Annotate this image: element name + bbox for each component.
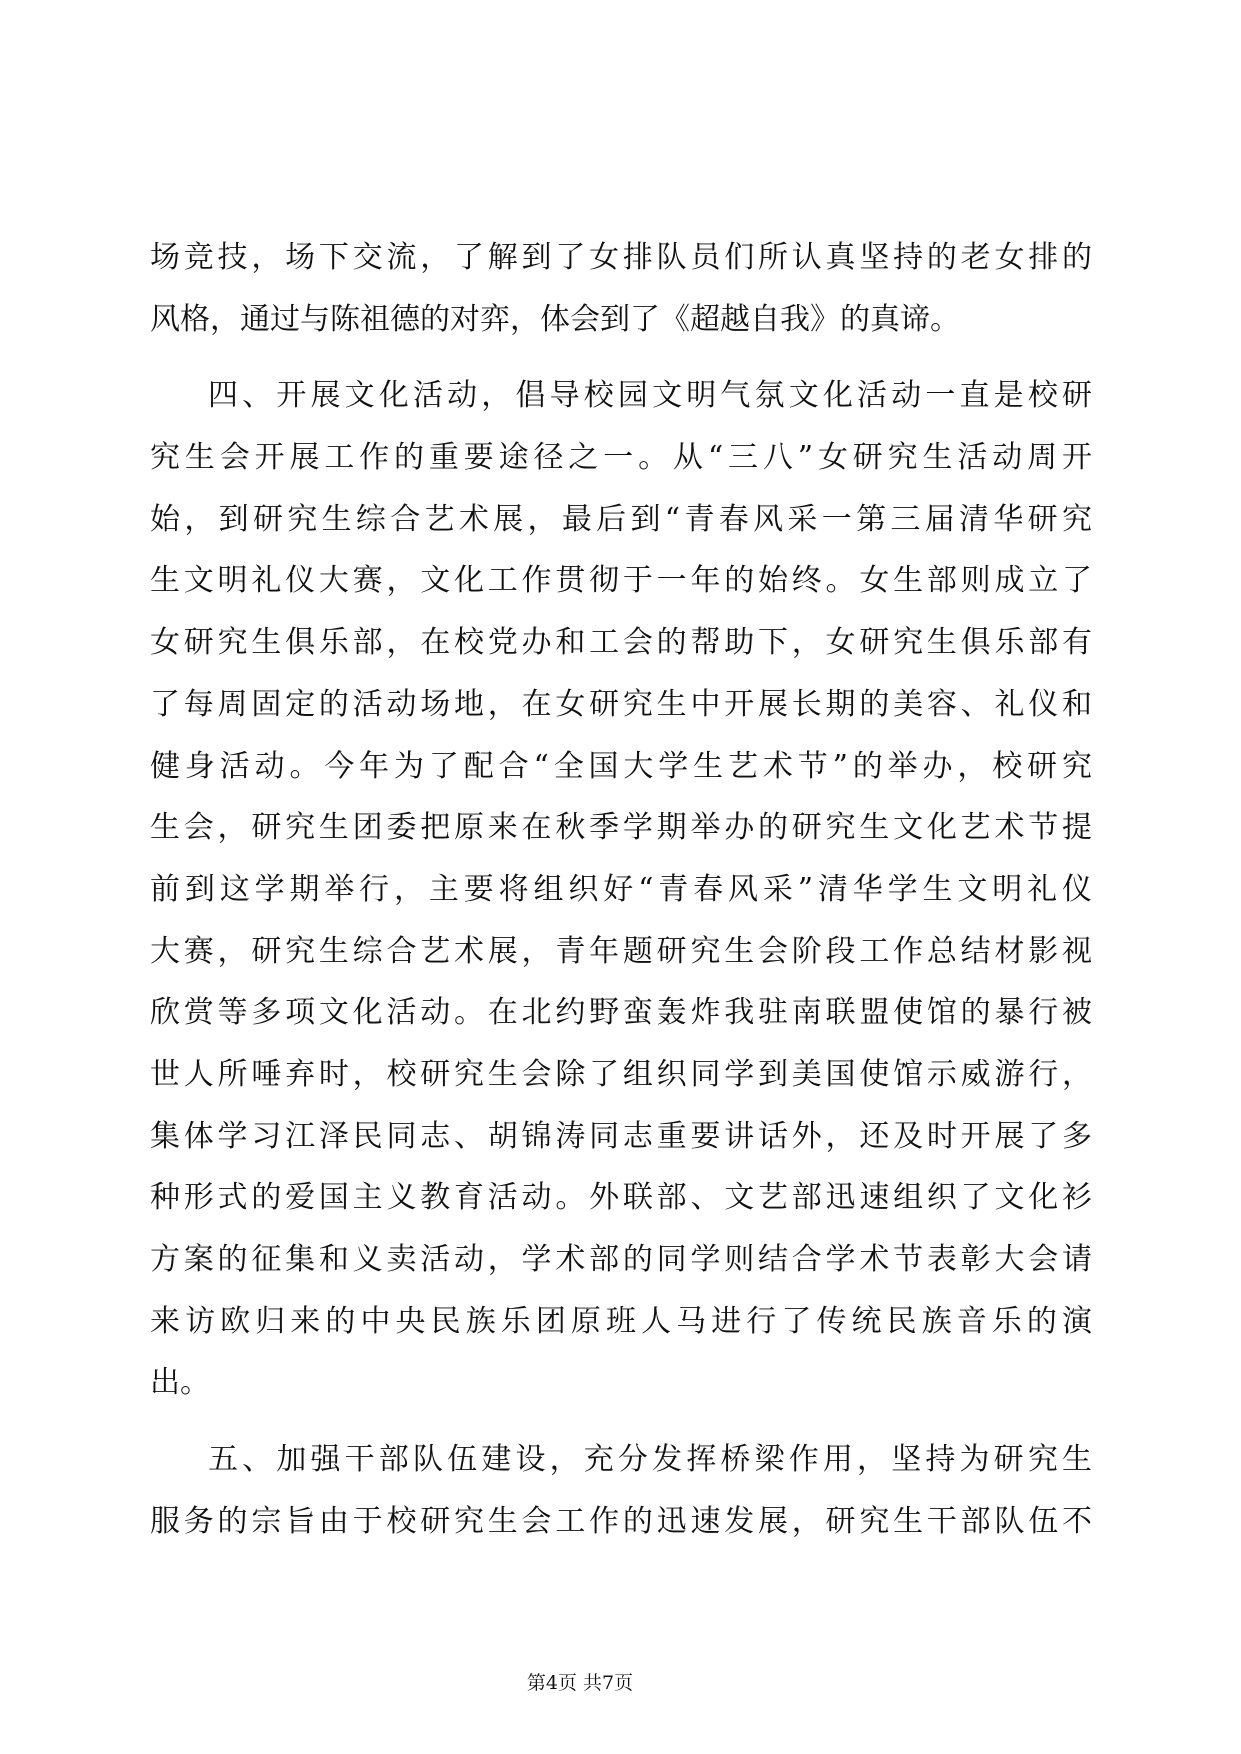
text-line: 欣赏等多项文化活动。在北约野蛮轰炸我驻南联盟使馆的暴行被 <box>150 995 1092 1031</box>
text-line: 来访欧归来的中央民族乐团原班人马进行了传统民族音乐的演 <box>150 1303 1092 1339</box>
text-line: 集体学习江泽民同志、胡锦涛同志重要讲话外，还及时开展了多 <box>150 1118 1092 1154</box>
text-line: 服务的宗旨由于校研究生会工作的迅速发展，研究生干部队伍不 <box>150 1503 1092 1539</box>
paragraph <box>150 365 1092 1414</box>
text-line: 健身活动。今年为了配合“全国大学生艺术节”的举办，校研究 <box>150 748 1092 784</box>
text-line: 前到这学期举行，主要将组织好“青春风采”清华学生文明礼仪 <box>150 871 1092 907</box>
paragraph <box>150 227 1092 350</box>
document-body <box>150 227 1092 1567</box>
text-line: 种形式的爱国主义教育活动。外联部、文艺部迅速组织了文化衫 <box>150 1180 1092 1216</box>
text-line: 世人所唾弃时，校研究生会除了组织同学到美国使馆示威游行， <box>150 1056 1092 1092</box>
text-line: 究生会开展工作的重要途径之一。从“三八”女研究生活动周开 <box>150 440 1092 476</box>
text-line: 女研究生俱乐部，在校党办和工会的帮助下，女研究生俱乐部有 <box>150 625 1092 661</box>
text-line: 方案的征集和义卖活动，学术部的同学则结合学术节表彰大会请 <box>150 1242 1092 1277</box>
text-line: 出。 <box>150 1365 210 1401</box>
paragraph <box>150 1429 1092 1552</box>
text-line: 四、开展文化活动，倡导校园文明气氛文化活动一直是校研 <box>208 378 1092 414</box>
text-line: 了每周固定的活动场地，在女研究生中开展长期的美容、礼仪和 <box>150 686 1092 722</box>
text-line: 场竞技，场下交流，了解到了女排队员们所认真坚持的老女排的 <box>150 240 1092 275</box>
text-line: 风格，通过与陈祖德的对弈，体会到了《超越自我》的真谛。 <box>150 301 960 337</box>
text-line: 大赛，研究生综合艺术展，青年题研究生会阶段工作总结材影视 <box>150 933 1092 969</box>
page-footer: 第4页 共7页 <box>526 1672 634 1694</box>
text-line: 始，到研究生综合艺术展，最后到“青春风采一第三届清华研究 <box>150 501 1092 537</box>
text-line: 生文明礼仪大赛，文化工作贯彻于一年的始终。女生部则成立了 <box>150 563 1092 599</box>
text-line: 生会，研究生团委把原来在秋季学期举办的研究生文化艺术节提 <box>150 810 1092 846</box>
text-line: 五、加强干部队伍建设，充分发挥桥梁作用，坚持为研究生 <box>208 1442 1092 1478</box>
